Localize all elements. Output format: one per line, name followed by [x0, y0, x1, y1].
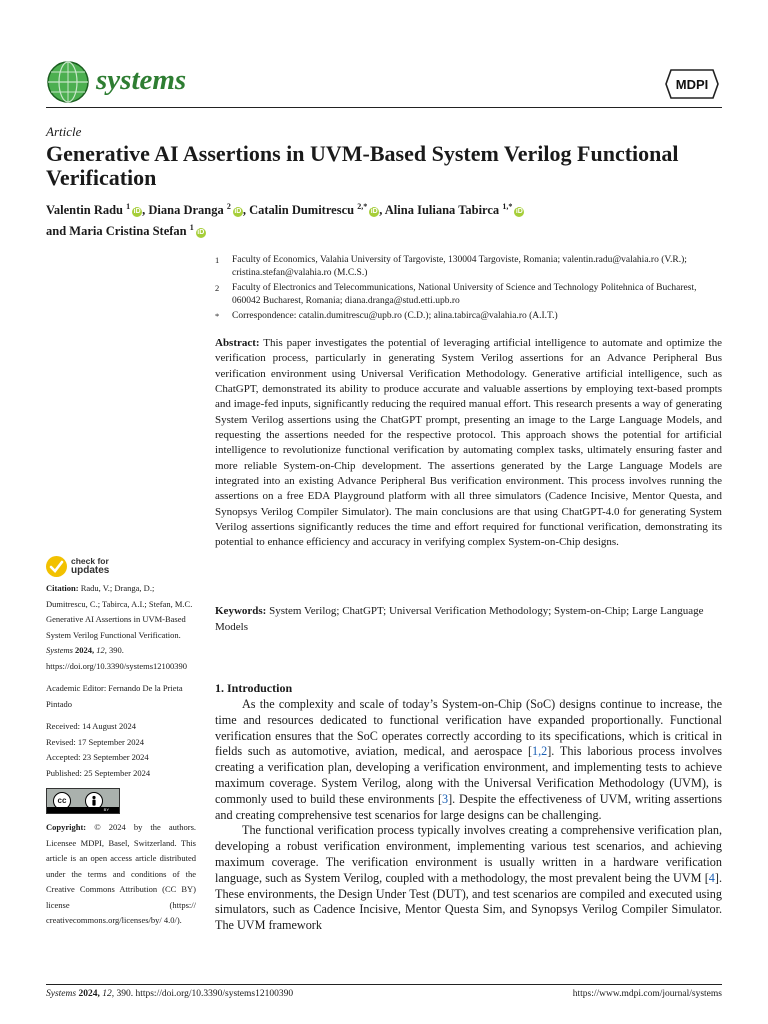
- footer-citation: Systems 2024, 12, 390. https://doi.org/10.3390/systems12100390: [46, 989, 294, 999]
- keywords-label: Keywords:: [215, 605, 267, 617]
- paper-title: Generative AI Assertions in UVM-Based System Verilog Functional Verification: [46, 141, 679, 190]
- journal-name: systems: [96, 64, 187, 96]
- section-heading: 1. Introduction: [215, 681, 293, 695]
- author-affiliation-mark: 2,*: [357, 202, 368, 211]
- affiliation-mark: *: [215, 311, 220, 321]
- article-type: Article: [46, 124, 82, 139]
- citation-link[interactable]: 4: [708, 870, 715, 885]
- author-name: Maria Cristina Stefan: [69, 224, 190, 239]
- author-list: Valentin Radu $^1$iD , Diana Dranga $^2$iD , Catalin Dumitrescu $^{2,*}$iD , Alina Iuliana Tabirca $^{1,*}$iD and Maria Cristina Stefan $^1$iD: [46, 202, 523, 239]
- copyright-notice: Copyright: © 2024 by the authors. Licensee MDPI, Basel, Switzerland. This article is an open access article distributed under the terms and conditions of the Creative Commons Attribution (CC BY) license (https:// creativecommons.org/licenses/by/ 4.0/).: [46, 822, 196, 925]
- affiliation-text: Correspondence: catalin.dumitrescu@upb.ro (C.D.); alina.tabirca@valahia.ro (A.I.T.): [232, 311, 558, 321]
- header-rule: [46, 107, 722, 108]
- check-updates-line1: check for: [71, 556, 109, 566]
- footer-journal-url[interactable]: https://www.mdpi.com/journal/systems: [572, 989, 722, 999]
- date-revised: Revised: 17 September 2024: [46, 736, 144, 747]
- affiliation-item: [215, 282, 725, 308]
- sidebar: [46, 581, 196, 936]
- abstract: [215, 336, 722, 551]
- affiliation-item: [215, 310, 725, 323]
- author-name: Catalin Dumitrescu: [249, 203, 358, 218]
- author-affiliation-mark: 2: [226, 202, 231, 211]
- affiliation-mark: 1: [215, 255, 220, 265]
- date-received: Received: 14 August 2024: [46, 721, 136, 731]
- paragraph: The functional verification process typically involves creating a comprehensive verification plan, developing a robust verification environment, implementing various test scenarios, and achieving maximum coverage. The verification environment is usually written in a hardware verification language, such as System Verilog, coupled with a methodology, the most prevalent being the UVM [4]. These environments, the Design Under Test (DUT), and test scenarios are compiled and executed using simulators, such as Cadence Incisive, Mentor Questa Sim, and Synopsys Verilog Compiler Simulator. The UVM framework: [215, 823, 722, 933]
- author-name: Alina Iuliana Tabirca: [384, 203, 503, 218]
- academic-editor: Academic Editor: Fernando De la Prieta Pintado: [46, 683, 183, 709]
- svg-text:MDPI: MDPI: [675, 77, 709, 92]
- paragraph: As the complexity and scale of today’s System-on-Chip (SoC) designs continue to increase, the time and resources dedicated to functional verification have expanded proportionally. Functional verification ensures that the SoC operates correctly according to its specifications, which is critical in fields such as automotive, aviation, medical, and aerospace [1,2]. This laborious process involves creating a verification plan, developing a verification environment, and implementing tests to achieve maximum coverage. System Verilog, along with the Universal Verification Methodology (UVM), is commonly used to build these environments [3]. Despite the effectiveness of UVM, writing assertions and creating comprehensive test scenarios for large designs can be challenging.: [215, 697, 722, 822]
- citation: Citation: Radu, V.; Dranga, D.; Dumitrescu, C.; Tabirca, A.I.; Stefan, M.C. Generative AI Assertions in UVM-Based System Verilog Functional Verification. Systems 2024, 12, 390. https://doi.org/10.3390/systems12100390: [46, 583, 193, 671]
- date-accepted: Accepted: 23 September 2024: [46, 752, 149, 762]
- affiliations: [215, 254, 725, 325]
- check-for-updates-button[interactable]: [46, 556, 146, 578]
- citation-link[interactable]: 1,2: [532, 744, 548, 759]
- author-name: Diana Dranga: [148, 203, 227, 218]
- citation-link[interactable]: 3: [442, 791, 449, 806]
- globe-icon: [46, 60, 90, 104]
- orcid-icon[interactable]: iD: [133, 208, 141, 216]
- footer-rule: [46, 984, 722, 985]
- abstract-text: This paper investigates the potential of leveraging artificial intelligence to automate and optimize the verification process, particularly in generating System Verilog assertions for an Advance Peripheral Bus verification environment using Universal Verification Methodology. Generative artificial intelligence, such as ChatGPT, demonstrated its ability to produce accurate and valuable assertions by employing text-based prompts and image-fed inputs, significantly reducing the required manual effort. This research presents a way of generating System Verilog assertions using the ChatGPT prompt, presenting an image to the Large Language Models, and requesting the assertions needed for the respective protocol. This approach shows the potential for artificial intelligence to revolutionize functional verification by automating complex tasks, ultimately ensuring faster and more reliable System-on-Chip development. The assertions generated by the Large Language Models are integrated into an existing Advance Peripheral Bus verification environment. This process involves running the assertions on a free EDA Playground platform with all three simulators (Cadence Incisive, Mentor Questa, and Synopsys Verilog Compiler Simulator). The main conclusions are that using ChatGPT-4.0 for generating System Verilog assertions significantly reduces the time and effort required for functional verification, demonstrating its potential to enhance efficiency and accuracy in verifying complex System-on-Chip designs.: [215, 337, 722, 549]
- check-updates-line2: updates: [71, 565, 110, 576]
- check-updates-icon: [46, 556, 67, 577]
- orcid-icon[interactable]: iD: [234, 208, 242, 216]
- author-affiliation-mark: 1,*: [502, 202, 513, 211]
- author-name: Valentin Radu: [46, 203, 127, 218]
- orcid-icon[interactable]: iD: [370, 208, 378, 216]
- affiliation-text: Faculty of Electronics and Telecommunications, National University of Science and Technology Politehnica of Bucharest, 060042 Bucharest, Romania; diana.dranga@stud.etti.upb.ro: [232, 283, 697, 306]
- affiliation-text: Faculty of Economics, Valahia University of Targoviste, 130004 Targoviste, Romania; valentin.radu@valahia.ro (V.R.); cristina.stefan@valahia.ro (M.C.S.): [232, 255, 687, 278]
- mdpi-logo: [665, 69, 719, 99]
- cc-by-license-badge[interactable]: [46, 788, 120, 814]
- keywords: [215, 603, 722, 635]
- author-affiliation-mark: 1: [189, 223, 194, 233]
- keywords-text: System Verilog; ChatGPT; Universal Verification Methodology; System-on-Chip; Large Language Models: [215, 605, 704, 633]
- abstract-label: Abstract:: [215, 337, 260, 349]
- affiliation-item: [215, 254, 725, 280]
- affiliation-mark: 2: [215, 283, 220, 293]
- cc-by-label: BY: [47, 807, 119, 813]
- author-affiliation-mark: 1: [126, 202, 131, 211]
- date-published: Published: 25 September 2024: [46, 767, 151, 778]
- orcid-icon[interactable]: iD: [515, 208, 523, 216]
- orcid-icon[interactable]: iD: [197, 229, 205, 237]
- cc-icon: cc: [53, 792, 71, 810]
- introduction-body: [215, 697, 722, 934]
